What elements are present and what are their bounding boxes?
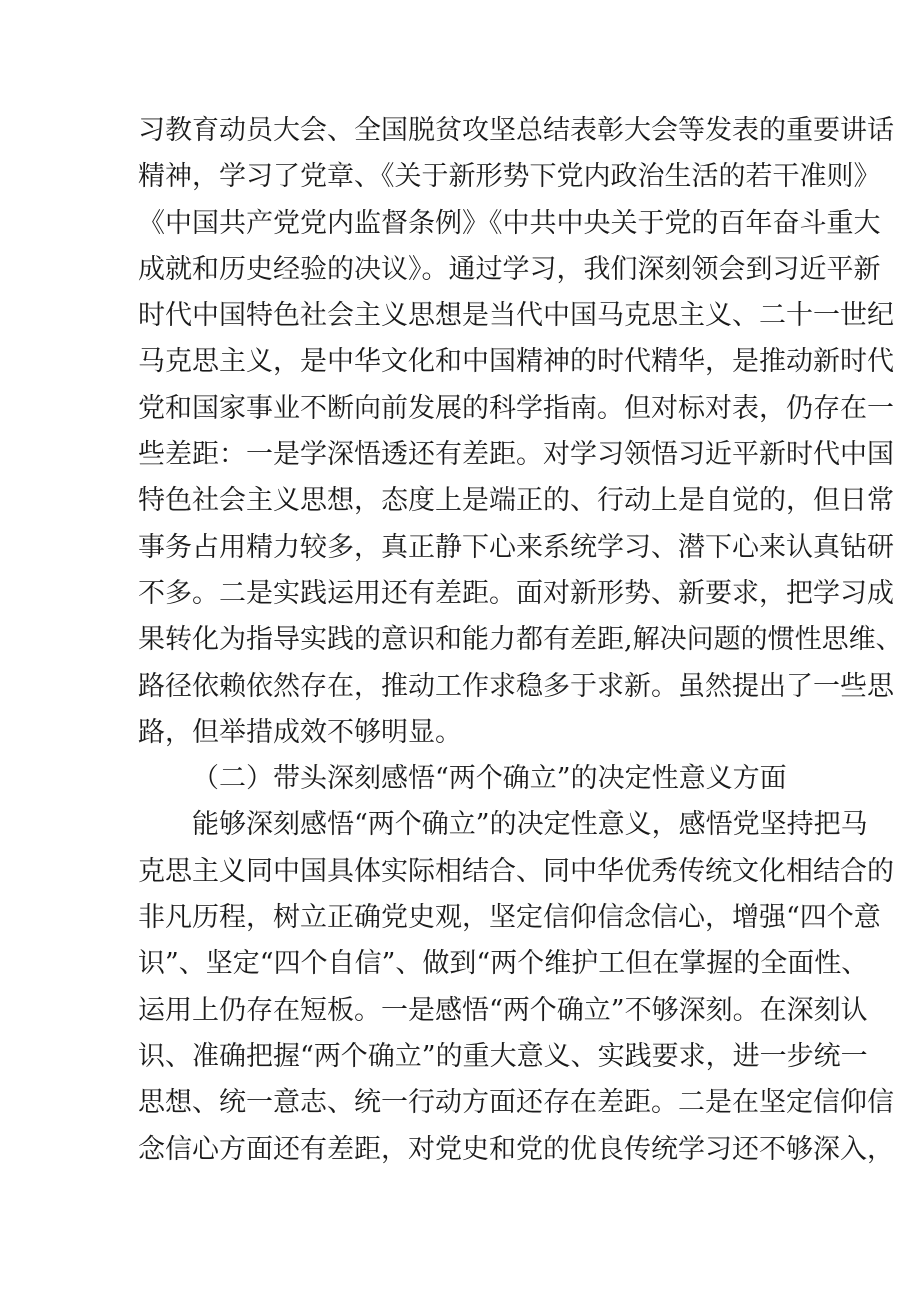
paragraph-2-line: 克思主义同中国具体实际相结合、同中华优秀传统文化相结合的 [138, 855, 894, 887]
paragraph-2-line: 思想、统一意志、统一行动方面还存在差距。二是在坚定信仰信 [138, 1087, 894, 1119]
paragraph-2 [138, 802, 894, 1172]
paragraph-1-line: 路，但举措成效不够明显。 [138, 716, 462, 748]
paragraph-1-line: 不多。二是实践运用还有差距。面对新形势、新要求，把学习成 [138, 577, 894, 609]
paragraph-1-line: 些差距：一是学深悟透还有差距。对学习领悟习近平新时代中国 [138, 439, 894, 471]
paragraph-1-line: 党和国家事业不断向前发展的科学指南。但对标对表，仍存在一 [138, 392, 894, 424]
paragraph-1-line: 路径依赖依然存在，推动工作求稳多于求新。虽然提出了一些思 [138, 670, 894, 702]
paragraph-1-line: 习教育动员大会、全国脱贫攻坚总结表彰大会等发表的重要讲话 [138, 115, 894, 146]
paragraph-1-line: 《中国共产党党内监督条例》《中共中央关于党的百年奋斗重大 [138, 207, 881, 239]
paragraph-1-line: 特色社会主义思想，态度上是端正的、行动上是自觉的，但日常 [138, 485, 894, 517]
paragraph-2-line: 识、准确把握“两个确立”的重大意义、实践要求，进一步统一 [138, 1040, 868, 1072]
paragraph-1-line: 果转化为指导实践的意识和能力都有差距,解决问题的惯性思维、 [138, 624, 903, 656]
section-heading: （二）带头深刻感悟“两个确立”的决定性意义方面 [192, 763, 787, 795]
paragraph-1-line: 事务占用精力较多，真正静下心来系统学习、潜下心来认真钻研 [138, 531, 894, 563]
paragraph-1-line: 时代中国特色社会主义思想是当代中国马克思主义、二十一世纪 [138, 300, 894, 332]
paragraph-2-line: 识”、坚定“四个自信”、做到“两个维护工但在掌握的全面性、 [138, 948, 869, 980]
paragraph-2-line: 念信心方面还有差距，对党史和党的优良传统学习还不够深入， [138, 1133, 894, 1165]
paragraph-2-line: 非凡历程，树立正确党史观，坚定信仰信念信心，增强“四个意 [138, 902, 881, 934]
paragraph-1-line: 马克思主义，是中华文化和中国精神的时代精华，是推动新时代 [138, 346, 894, 378]
document-body [138, 108, 903, 1173]
paragraph-1-line: 精神，学习了党章、《关于新形势下党内政治生活的若干准则》 [138, 161, 881, 193]
paragraph-1 [138, 108, 903, 756]
paragraph-2-line: 能够深刻感悟“两个确立”的决定性意义，感悟党坚持把马 [192, 809, 868, 841]
paragraph-1-line: 成就和历史经验的决议》。通过学习，我们深刻领会到习近平新 [138, 253, 881, 285]
paragraph-2-line: 运用上仍存在短板。一是感悟“两个确立”不够深刻。在深刻认 [138, 994, 868, 1026]
